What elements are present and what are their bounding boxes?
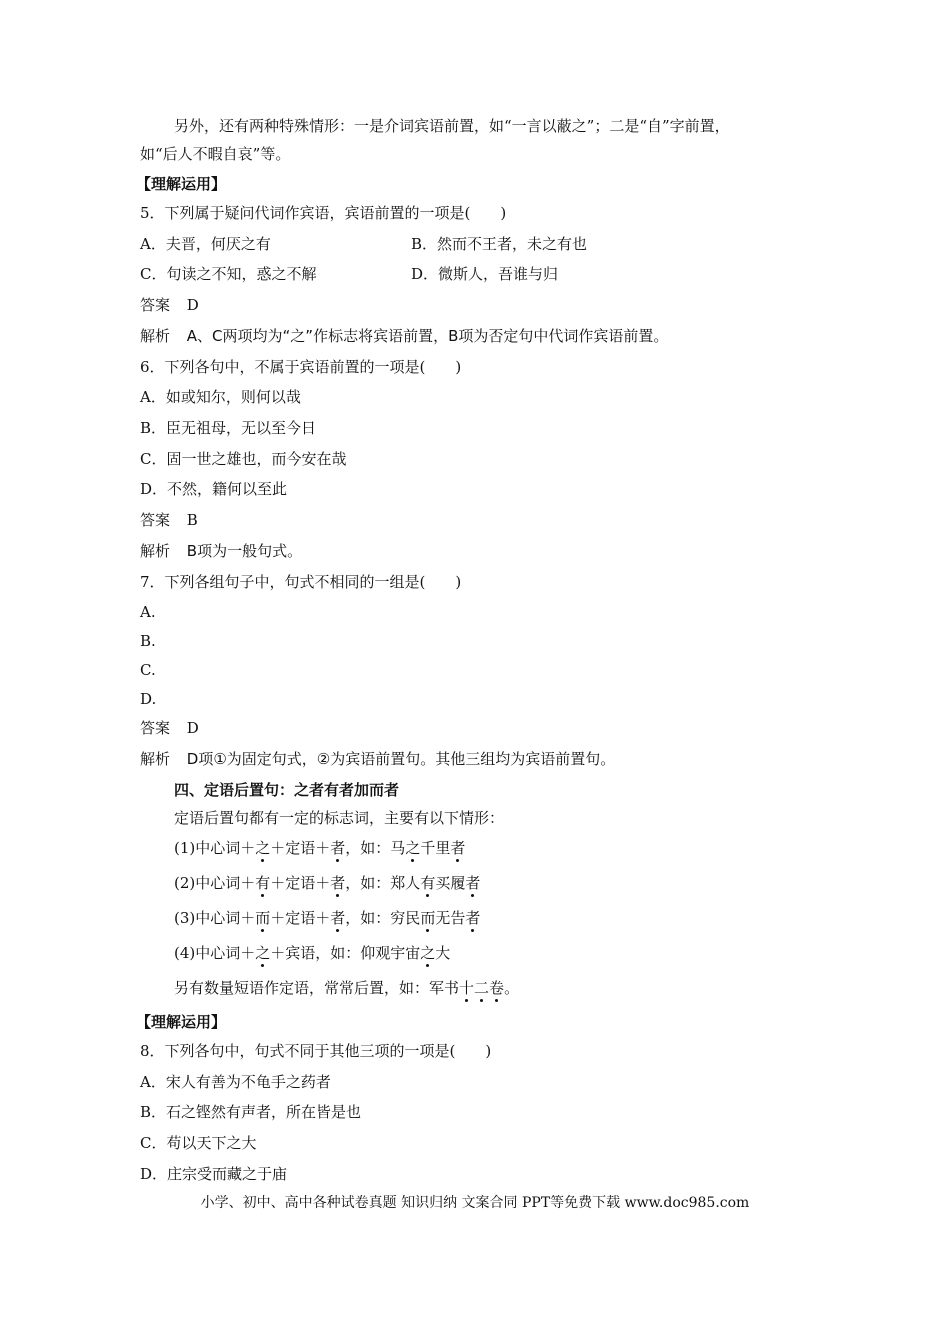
rule-text: ＋定语＋ bbox=[270, 874, 331, 892]
q5-stem: 5．下列属于疑问代词作宾语，宾语前置的一项是( ) bbox=[140, 204, 507, 222]
rule-text: ＋宾语，如：仰观宇宙 bbox=[270, 944, 421, 962]
marked-char: 者 bbox=[465, 874, 481, 892]
q5-option-d: D．微斯人，吾谁与归 bbox=[411, 265, 559, 283]
rule-text: (4)中心词＋ bbox=[174, 944, 256, 962]
q5-option-c: C．句读之不知，惑之不解 bbox=[140, 265, 317, 283]
marked-char: 之 bbox=[405, 839, 421, 857]
rule-text: ，如：马 bbox=[345, 839, 406, 857]
section-heading-1: 【理解运用】 bbox=[136, 175, 227, 193]
q5-answer bbox=[140, 295, 199, 315]
rule-text: 买履 bbox=[435, 874, 466, 892]
q7-stem: 7．下列各组句子中，句式不相同的一组是( ) bbox=[140, 573, 462, 591]
part4-title: 四、定语后置句：之者有者加而者 bbox=[174, 781, 400, 799]
page-footer: 小学、初中、高中各种试卷真题 知识归纳 文案合同 PPT等免费下载 www.doc985.com bbox=[200, 1195, 750, 1211]
q5-options-row-1 bbox=[140, 234, 588, 254]
rule-text: (1)中心词＋ bbox=[174, 839, 256, 857]
intro-line-1: 另外，还有两种特殊情形：一是介词宾语前置，如“一言以蔽之”；二是“自”字前置， bbox=[174, 117, 730, 135]
marked-char: 者 bbox=[330, 909, 346, 927]
q8-option-b: B．石之铿然有声者，所在皆是也 bbox=[140, 1103, 362, 1121]
q8-option-d: D．庄宗受而藏之于庙 bbox=[140, 1165, 288, 1183]
q7-answer bbox=[140, 718, 199, 738]
part4-rule-4 bbox=[174, 943, 450, 963]
answer-label: 答案 bbox=[140, 719, 171, 737]
analysis-label: 解析 bbox=[140, 542, 171, 560]
q6-option-a: A．如或知尔，则何以哉 bbox=[140, 388, 301, 406]
rule-text: 。 bbox=[504, 979, 520, 997]
rule-text: ＋定语＋ bbox=[270, 909, 331, 927]
q5-analysis bbox=[140, 326, 668, 346]
marked-char: 者 bbox=[450, 839, 466, 857]
q6-stem: 6．下列各句中，不属于宾语前置的一项是( ) bbox=[140, 358, 462, 376]
part4-rule-2 bbox=[174, 873, 480, 893]
analysis-label: 解析 bbox=[140, 327, 171, 345]
answer-value: B bbox=[186, 511, 198, 529]
part4-rule-3 bbox=[174, 908, 480, 928]
marked-char: 而 bbox=[420, 909, 436, 927]
q7-option-b: B. bbox=[140, 632, 156, 650]
marked-char: 者 bbox=[465, 909, 481, 927]
q7-option-c: C. bbox=[140, 661, 156, 679]
rule-text: 另有数量短语作定语，常常后置，如：军书 bbox=[174, 979, 460, 997]
marked-char: 卷 bbox=[489, 979, 505, 997]
q7-option-a: A. bbox=[140, 603, 156, 621]
q8-option-c: C．苟以天下之大 bbox=[140, 1134, 257, 1152]
rule-text: ＋定语＋ bbox=[270, 839, 331, 857]
part4-rule-1 bbox=[174, 838, 465, 858]
rule-text: 大 bbox=[435, 944, 451, 962]
q8-stem: 8．下列各句中，句式不同于其他三项的一项是( ) bbox=[140, 1042, 492, 1060]
part4-extra-note bbox=[174, 978, 519, 998]
analysis-text: A、C两项均为“之”作标志将宾语前置，B项为否定句中代词作宾语前置。 bbox=[186, 327, 669, 345]
marked-char: 二 bbox=[474, 979, 490, 997]
q5-option-b: B．然而不王者，未之有也 bbox=[411, 235, 588, 253]
analysis-label: 解析 bbox=[140, 750, 171, 768]
answer-value: D bbox=[186, 719, 199, 737]
marked-char: 者 bbox=[330, 839, 346, 857]
marked-char: 者 bbox=[330, 874, 346, 892]
rule-text: ，如：郑人 bbox=[345, 874, 421, 892]
marked-char: 有 bbox=[420, 874, 436, 892]
rule-text: 千里 bbox=[420, 839, 451, 857]
q6-option-d: D．不然，籍何以至此 bbox=[140, 480, 288, 498]
rule-text: 无告 bbox=[435, 909, 466, 927]
q6-option-c: C．固一世之雄也，而今安在哉 bbox=[140, 450, 347, 468]
rule-text: (3)中心词＋ bbox=[174, 909, 256, 927]
marked-char: 之 bbox=[255, 839, 271, 857]
q6-option-b: B．臣无祖母，无以至今日 bbox=[140, 419, 317, 437]
part4-description: 定语后置句都有一定的标志词，主要有以下情形： bbox=[174, 809, 505, 827]
answer-label: 答案 bbox=[140, 296, 171, 314]
rule-text: (2)中心词＋ bbox=[174, 874, 256, 892]
analysis-text: B项为一般句式。 bbox=[186, 542, 303, 560]
q6-answer bbox=[140, 510, 198, 530]
section-heading-2: 【理解运用】 bbox=[136, 1013, 227, 1031]
q5-options-row-2 bbox=[140, 264, 559, 284]
analysis-text: D项①为固定句式，②为宾语前置句。其他三组均为宾语前置句。 bbox=[186, 750, 616, 768]
marked-char: 之 bbox=[420, 944, 436, 962]
intro-line-2: 如“后人不暇自哀”等。 bbox=[140, 145, 291, 163]
rule-text: ，如：穷民 bbox=[345, 909, 421, 927]
answer-label: 答案 bbox=[140, 511, 171, 529]
marked-char: 之 bbox=[255, 944, 271, 962]
marked-char: 有 bbox=[255, 874, 271, 892]
q7-analysis bbox=[140, 749, 615, 769]
answer-value: D bbox=[186, 296, 199, 314]
q7-option-d: D. bbox=[140, 690, 157, 708]
marked-char: 十 bbox=[459, 979, 475, 997]
q6-analysis bbox=[140, 541, 302, 561]
marked-char: 而 bbox=[255, 909, 271, 927]
q8-option-a: A．宋人有善为不龟手之药者 bbox=[140, 1073, 331, 1091]
q5-option-a: A．夫晋，何厌之有 bbox=[140, 235, 271, 253]
